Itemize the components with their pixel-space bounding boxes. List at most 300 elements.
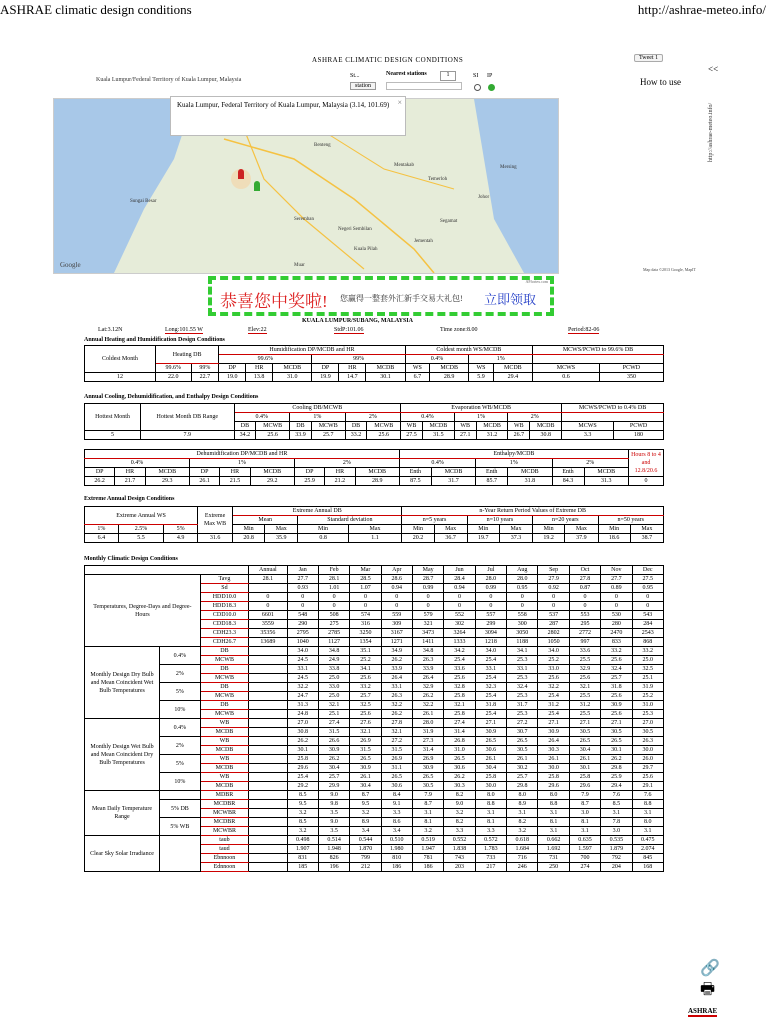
ad-source: AFfortex.com bbox=[525, 279, 548, 284]
table-row bbox=[85, 719, 664, 728]
cell: 0 bbox=[569, 593, 600, 602]
cell bbox=[249, 584, 287, 593]
cell: 38.7 bbox=[630, 534, 663, 543]
cell: 0 bbox=[629, 477, 664, 486]
cell: 25.9 bbox=[601, 773, 632, 782]
cell: 7.8 bbox=[601, 818, 632, 827]
dehumidification-table bbox=[84, 449, 664, 486]
cell: Max bbox=[630, 525, 663, 534]
cell: 30.9 bbox=[318, 746, 349, 755]
cell: 29.8 bbox=[601, 764, 632, 773]
cell: DB bbox=[200, 665, 248, 674]
cell: 27.8 bbox=[381, 719, 412, 728]
map-marker-icon[interactable] bbox=[238, 169, 244, 179]
cell: 5.9 bbox=[469, 373, 493, 382]
cell: 0.87 bbox=[569, 584, 600, 593]
cell: Coldest month WS/MCDB bbox=[405, 346, 532, 355]
cell: 31.2 bbox=[538, 701, 569, 710]
cell: 22.7 bbox=[191, 373, 219, 382]
cell: 29.7 bbox=[632, 764, 664, 773]
cell: 8.8 bbox=[475, 800, 506, 809]
cell: 0.94 bbox=[444, 584, 475, 593]
cell: CDD18.3 bbox=[200, 620, 248, 629]
cell: 29.2 bbox=[287, 782, 318, 791]
cell: 217 bbox=[475, 863, 506, 872]
cell: MCDB bbox=[250, 468, 294, 477]
cell: HR bbox=[246, 364, 273, 373]
cell: Tavg bbox=[200, 575, 248, 584]
map-label: Kuala Pilah bbox=[354, 247, 378, 252]
cell: 29.6 bbox=[538, 782, 569, 791]
cell: 26.4 bbox=[381, 674, 412, 683]
cell: WB bbox=[401, 422, 423, 431]
cell: 30.1 bbox=[366, 373, 405, 382]
cell: MCDB bbox=[431, 468, 475, 477]
cell: 6.7 bbox=[405, 373, 429, 382]
cell: 30.9 bbox=[475, 728, 506, 737]
cell: PCWD bbox=[614, 422, 664, 431]
cell: Mean Daily Temperature Range bbox=[85, 791, 160, 836]
cell: 0 bbox=[507, 602, 538, 611]
cell: 1354 bbox=[350, 638, 381, 647]
cell: 997 bbox=[569, 638, 600, 647]
table-row bbox=[85, 755, 664, 764]
cell: 792 bbox=[601, 854, 632, 863]
how-to-use-link[interactable]: How to use bbox=[640, 77, 681, 87]
cell: 8.4 bbox=[381, 791, 412, 800]
cell: 0.4% bbox=[399, 459, 475, 468]
cell: May bbox=[412, 566, 443, 575]
cell: 700 bbox=[569, 854, 600, 863]
cell: 32.1 bbox=[350, 728, 381, 737]
cell: 99% bbox=[312, 355, 405, 364]
cell: 0.99 bbox=[412, 584, 443, 593]
map-marker-green-icon[interactable] bbox=[254, 181, 260, 191]
cell: 3.0 bbox=[601, 827, 632, 836]
cell: 246 bbox=[507, 863, 538, 872]
cell: Monthly Design Wet Bulb and Mean Coincident Dry Bulb Temperatures bbox=[85, 719, 160, 791]
cell: PCWD bbox=[599, 364, 663, 373]
cell: 2795 bbox=[287, 629, 318, 638]
cell: 0.92 bbox=[538, 584, 569, 593]
cell: 37.3 bbox=[499, 534, 532, 543]
cell: 27.4 bbox=[318, 719, 349, 728]
cell: HR bbox=[339, 364, 366, 373]
cell: MCWB bbox=[200, 656, 248, 665]
ip-label: IP bbox=[487, 73, 493, 79]
cell: 26.2 bbox=[381, 656, 412, 665]
cell: 0.93 bbox=[287, 584, 318, 593]
cell: 21.7 bbox=[115, 477, 145, 486]
cell: 33.2 bbox=[601, 647, 632, 656]
cell: 284 bbox=[632, 620, 664, 629]
cell: 30.4 bbox=[318, 764, 349, 773]
cell: 99.6% bbox=[155, 364, 191, 373]
cell: HR bbox=[220, 468, 250, 477]
table-row bbox=[85, 800, 664, 809]
cell: 27.9 bbox=[538, 575, 569, 584]
station-name: KUALA LUMPUR/SUBANG, MALAYSIA bbox=[302, 318, 413, 324]
cell: WB bbox=[508, 422, 530, 431]
cell: 24.9 bbox=[318, 656, 349, 665]
cell: 24.5 bbox=[287, 656, 318, 665]
cell: 32.5 bbox=[632, 665, 664, 674]
cell: 302 bbox=[444, 620, 475, 629]
cell: 2% bbox=[345, 413, 401, 422]
cell: 0 bbox=[569, 602, 600, 611]
cell: 30.5 bbox=[569, 728, 600, 737]
print-icon[interactable]: 🖶 bbox=[700, 981, 716, 998]
cell: WS bbox=[469, 364, 493, 373]
cell: 3.4 bbox=[350, 827, 381, 836]
cell: 32.4 bbox=[601, 665, 632, 674]
cell: MCDB bbox=[273, 364, 312, 373]
cell: 25.8 bbox=[475, 773, 506, 782]
cell: 29.6 bbox=[287, 764, 318, 773]
nearest-stations-slider[interactable] bbox=[386, 82, 462, 90]
cell bbox=[249, 719, 287, 728]
cell: 3.1 bbox=[569, 827, 600, 836]
cell: Sep bbox=[538, 566, 569, 575]
link-icon[interactable]: 🔗 bbox=[700, 960, 720, 977]
cell: 26.1 bbox=[538, 755, 569, 764]
cell: Heating DB bbox=[155, 346, 218, 364]
cell: 33.9 bbox=[381, 665, 412, 674]
cell: 25.4 bbox=[444, 656, 475, 665]
tweet-button[interactable]: Tweet 1 bbox=[634, 54, 663, 62]
cell: 29.9 bbox=[318, 782, 349, 791]
cell: 0.95 bbox=[632, 584, 664, 593]
cell: 1411 bbox=[412, 638, 443, 647]
cell: 9.5 bbox=[350, 800, 381, 809]
cell: 33.1 bbox=[475, 665, 506, 674]
cell: 34.8 bbox=[318, 647, 349, 656]
cell: 25.6 bbox=[350, 674, 381, 683]
cell: 579 bbox=[412, 611, 443, 620]
cell: 0.519 bbox=[412, 836, 443, 845]
cell: 1333 bbox=[444, 638, 475, 647]
cell: 31.5 bbox=[350, 746, 381, 755]
cell: 3.1 bbox=[507, 809, 538, 818]
cell: DB bbox=[200, 647, 248, 656]
cell: 25.3 bbox=[507, 710, 538, 719]
cell: 32.2 bbox=[287, 683, 318, 692]
table-row bbox=[85, 818, 664, 827]
cell: 26.2 bbox=[85, 477, 115, 486]
cell: Cooling DB/MCWB bbox=[234, 404, 401, 413]
cell: MCDBR bbox=[200, 800, 248, 809]
cell: 8.8 bbox=[632, 800, 664, 809]
cell: MCDB bbox=[200, 764, 248, 773]
cell: Min bbox=[467, 525, 499, 534]
cell: Mean bbox=[233, 516, 298, 525]
cell: 26.1 bbox=[350, 773, 381, 782]
cell: taud bbox=[200, 845, 248, 854]
station-button[interactable]: station bbox=[350, 82, 376, 90]
cell: MCWB bbox=[256, 422, 290, 431]
cell: 19.9 bbox=[312, 373, 339, 382]
cell: 31.2 bbox=[476, 431, 508, 440]
cell: 3.1 bbox=[475, 809, 506, 818]
cell: MCDB bbox=[355, 468, 399, 477]
cell: Min bbox=[298, 525, 348, 534]
cell: 27.1 bbox=[601, 719, 632, 728]
cell bbox=[249, 827, 287, 836]
cell: 8.1 bbox=[475, 818, 506, 827]
cell: 26.9 bbox=[381, 755, 412, 764]
cell: MCDB bbox=[530, 422, 562, 431]
cell bbox=[249, 764, 287, 773]
cell bbox=[249, 728, 287, 737]
cell: 30.6 bbox=[475, 746, 506, 755]
cell: 537 bbox=[538, 611, 569, 620]
cell: 87.5 bbox=[399, 477, 431, 486]
cell: 30.8 bbox=[287, 728, 318, 737]
cell: 25.7 bbox=[311, 431, 345, 440]
cell: Sd bbox=[200, 584, 248, 593]
nearest-stations-input[interactable]: 1 bbox=[440, 71, 456, 81]
cell: 3.3 bbox=[444, 827, 475, 836]
cell: 21.2 bbox=[325, 477, 355, 486]
cell: 1127 bbox=[318, 638, 349, 647]
cell: 0 bbox=[381, 602, 412, 611]
cell: 34.8 bbox=[412, 647, 443, 656]
cell: DP bbox=[312, 364, 339, 373]
cell: 25.4 bbox=[538, 692, 569, 701]
cell: 30.5 bbox=[507, 746, 538, 755]
cell: 543 bbox=[632, 611, 664, 620]
cell: 1218 bbox=[475, 638, 506, 647]
cell: 25.1 bbox=[318, 710, 349, 719]
cell: 28.6 bbox=[381, 575, 412, 584]
cell: 5% bbox=[160, 755, 201, 773]
cell: 553 bbox=[569, 611, 600, 620]
cell: 1.870 bbox=[350, 845, 381, 854]
cell: 8.9 bbox=[350, 818, 381, 827]
cell: 0 bbox=[381, 593, 412, 602]
cell: 28.7 bbox=[412, 575, 443, 584]
cell: 0.510 bbox=[381, 836, 412, 845]
cell: 31.0 bbox=[632, 701, 664, 710]
cell: 1040 bbox=[287, 638, 318, 647]
cell: 31.7 bbox=[431, 477, 475, 486]
cell bbox=[249, 818, 287, 827]
cell: 3.2 bbox=[412, 827, 443, 836]
cell: 26.1 bbox=[189, 477, 219, 486]
cell bbox=[249, 746, 287, 755]
cell: 3.1 bbox=[412, 809, 443, 818]
cell: Ednnoon bbox=[200, 863, 248, 872]
ad-claim-link[interactable]: 立即领取 bbox=[484, 292, 537, 307]
cell: 20.2 bbox=[402, 534, 434, 543]
cell: 868 bbox=[632, 638, 664, 647]
cell: 552 bbox=[444, 611, 475, 620]
cell: 35.9 bbox=[265, 534, 298, 543]
cell: 1.838 bbox=[444, 845, 475, 854]
cell: Jul bbox=[475, 566, 506, 575]
cell: 10% bbox=[160, 701, 201, 719]
cell: 25.6 bbox=[632, 773, 664, 782]
collapse-button[interactable]: << bbox=[708, 64, 719, 74]
cell: WB bbox=[200, 773, 248, 782]
cell: 8.2 bbox=[507, 818, 538, 827]
cell: 33.9 bbox=[412, 665, 443, 674]
cell: 1.948 bbox=[318, 845, 349, 854]
cell: WB bbox=[200, 755, 248, 764]
cell: 0 bbox=[444, 602, 475, 611]
cell: 2772 bbox=[569, 629, 600, 638]
cell: 1.1 bbox=[348, 534, 402, 543]
cell: Annual bbox=[249, 566, 287, 575]
cell: 0 bbox=[287, 593, 318, 602]
cell bbox=[85, 566, 249, 575]
cell: 30.6 bbox=[381, 782, 412, 791]
cell: 25.4 bbox=[475, 656, 506, 665]
cell: 8.7 bbox=[569, 800, 600, 809]
cell: 25.9 bbox=[294, 477, 324, 486]
cell: MCDB bbox=[366, 364, 405, 373]
cell: 27.0 bbox=[287, 719, 318, 728]
cell: 30.0 bbox=[538, 764, 569, 773]
cell: 0.4% bbox=[234, 413, 290, 422]
cell: 27.1 bbox=[475, 719, 506, 728]
cell: 1% bbox=[476, 459, 552, 468]
map-label: Jementah bbox=[414, 239, 433, 244]
cell: Dec bbox=[632, 566, 664, 575]
cell: MCWB bbox=[311, 422, 345, 431]
cell: 8.5 bbox=[287, 818, 318, 827]
cell: 30.0 bbox=[632, 746, 664, 755]
cell: Humidification DP/MCDB and HR bbox=[219, 346, 405, 355]
cell: 2.074 bbox=[632, 845, 664, 854]
cell: 27.8 bbox=[569, 575, 600, 584]
cell: 2% bbox=[552, 459, 628, 468]
cell: 24.5 bbox=[287, 674, 318, 683]
cell: 30.5 bbox=[601, 728, 632, 737]
cell: 299 bbox=[475, 620, 506, 629]
cell bbox=[249, 701, 287, 710]
cell: 27.3 bbox=[412, 737, 443, 746]
cell: MCWS/PCWD to 0.4% DB bbox=[562, 404, 664, 413]
cell: 25.6 bbox=[444, 674, 475, 683]
cell: MCDB bbox=[508, 468, 552, 477]
cell: 30.7 bbox=[507, 728, 538, 737]
cell: 3250 bbox=[350, 629, 381, 638]
cell: 34.9 bbox=[381, 647, 412, 656]
cell: 1.879 bbox=[601, 845, 632, 854]
cell bbox=[249, 674, 287, 683]
cell: 32.1 bbox=[318, 701, 349, 710]
cell: 26.5 bbox=[381, 773, 412, 782]
cell: 0 bbox=[632, 593, 664, 602]
cell: 32.1 bbox=[381, 728, 412, 737]
cell: 186 bbox=[412, 863, 443, 872]
cell: 280 bbox=[601, 620, 632, 629]
cell: 26.9 bbox=[350, 737, 381, 746]
cell: 26.5 bbox=[601, 737, 632, 746]
cell: 10% bbox=[160, 773, 201, 791]
cell: 30.4 bbox=[569, 746, 600, 755]
cell: 8.9 bbox=[507, 800, 538, 809]
cell: 21.5 bbox=[220, 477, 250, 486]
cell: 33.6 bbox=[444, 665, 475, 674]
si-radio[interactable] bbox=[474, 84, 481, 91]
page-title: ASHRAE CLIMATIC DESIGN CONDITIONS bbox=[312, 56, 464, 64]
cell: 8.0 bbox=[538, 791, 569, 800]
cell: 30.9 bbox=[538, 728, 569, 737]
cell: 19.2 bbox=[533, 534, 565, 543]
cell: 27.4 bbox=[444, 719, 475, 728]
cell: 0 bbox=[249, 602, 287, 611]
cell: n-Year Return Period Values of Extreme DB bbox=[402, 507, 664, 516]
cell: MCWB bbox=[200, 692, 248, 701]
cell: 32.2 bbox=[412, 701, 443, 710]
cell: 26.6 bbox=[318, 737, 349, 746]
cell: 26.8 bbox=[444, 737, 475, 746]
cell bbox=[249, 800, 287, 809]
cell: 33.1 bbox=[287, 665, 318, 674]
cell: 0.662 bbox=[538, 836, 569, 845]
cell: 0.544 bbox=[350, 836, 381, 845]
cell: 0 bbox=[507, 593, 538, 602]
cell: 13689 bbox=[249, 638, 287, 647]
advertisement-banner[interactable] bbox=[208, 276, 554, 316]
ad-subtext: 您赢得一整套外汇新手交易大礼包! bbox=[340, 294, 463, 303]
cell: 26.2 bbox=[412, 692, 443, 701]
cell: 30.4 bbox=[475, 764, 506, 773]
cell: 26.2 bbox=[287, 737, 318, 746]
cell: MCWBR bbox=[200, 827, 248, 836]
cell: 26.5 bbox=[412, 773, 443, 782]
cell: 3.1 bbox=[632, 827, 664, 836]
cell: 9.5 bbox=[287, 800, 318, 809]
cell bbox=[249, 791, 287, 800]
cell: MDBR bbox=[200, 791, 248, 800]
cell: 0.6 bbox=[533, 373, 600, 382]
cell: 7.9 bbox=[569, 791, 600, 800]
cell: 9.0 bbox=[318, 791, 349, 800]
cell: 26.7 bbox=[508, 431, 530, 440]
map-credit: Map data ©2013 Google, MapIT bbox=[643, 267, 696, 272]
cell: 35.1 bbox=[350, 647, 381, 656]
cell: 25.6 bbox=[256, 431, 290, 440]
cell: 30.3 bbox=[538, 746, 569, 755]
close-icon[interactable]: × bbox=[397, 98, 402, 107]
cell: 31.8 bbox=[508, 477, 552, 486]
cell: 31.6 bbox=[198, 534, 233, 543]
station-period: Period:82-06 bbox=[568, 327, 600, 333]
cell: 3.2 bbox=[287, 809, 318, 818]
cell: 25.3 bbox=[507, 656, 538, 665]
cell: 7.9 bbox=[141, 431, 235, 440]
cell: 26.2 bbox=[318, 755, 349, 764]
cell: 31.5 bbox=[381, 746, 412, 755]
table-row bbox=[85, 773, 664, 782]
cell: 810 bbox=[381, 854, 412, 863]
cell: 12 bbox=[85, 373, 156, 382]
cell: 34.0 bbox=[475, 647, 506, 656]
cell: 34.0 bbox=[538, 647, 569, 656]
cell: 203 bbox=[444, 863, 475, 872]
cell: 0 bbox=[601, 593, 632, 602]
cell bbox=[160, 791, 201, 800]
cell: 508 bbox=[318, 611, 349, 620]
cell: 781 bbox=[412, 854, 443, 863]
cell: 25.0 bbox=[318, 692, 349, 701]
cell: 0 bbox=[318, 593, 349, 602]
ip-radio[interactable] bbox=[488, 84, 495, 91]
cell: 30.1 bbox=[601, 746, 632, 755]
